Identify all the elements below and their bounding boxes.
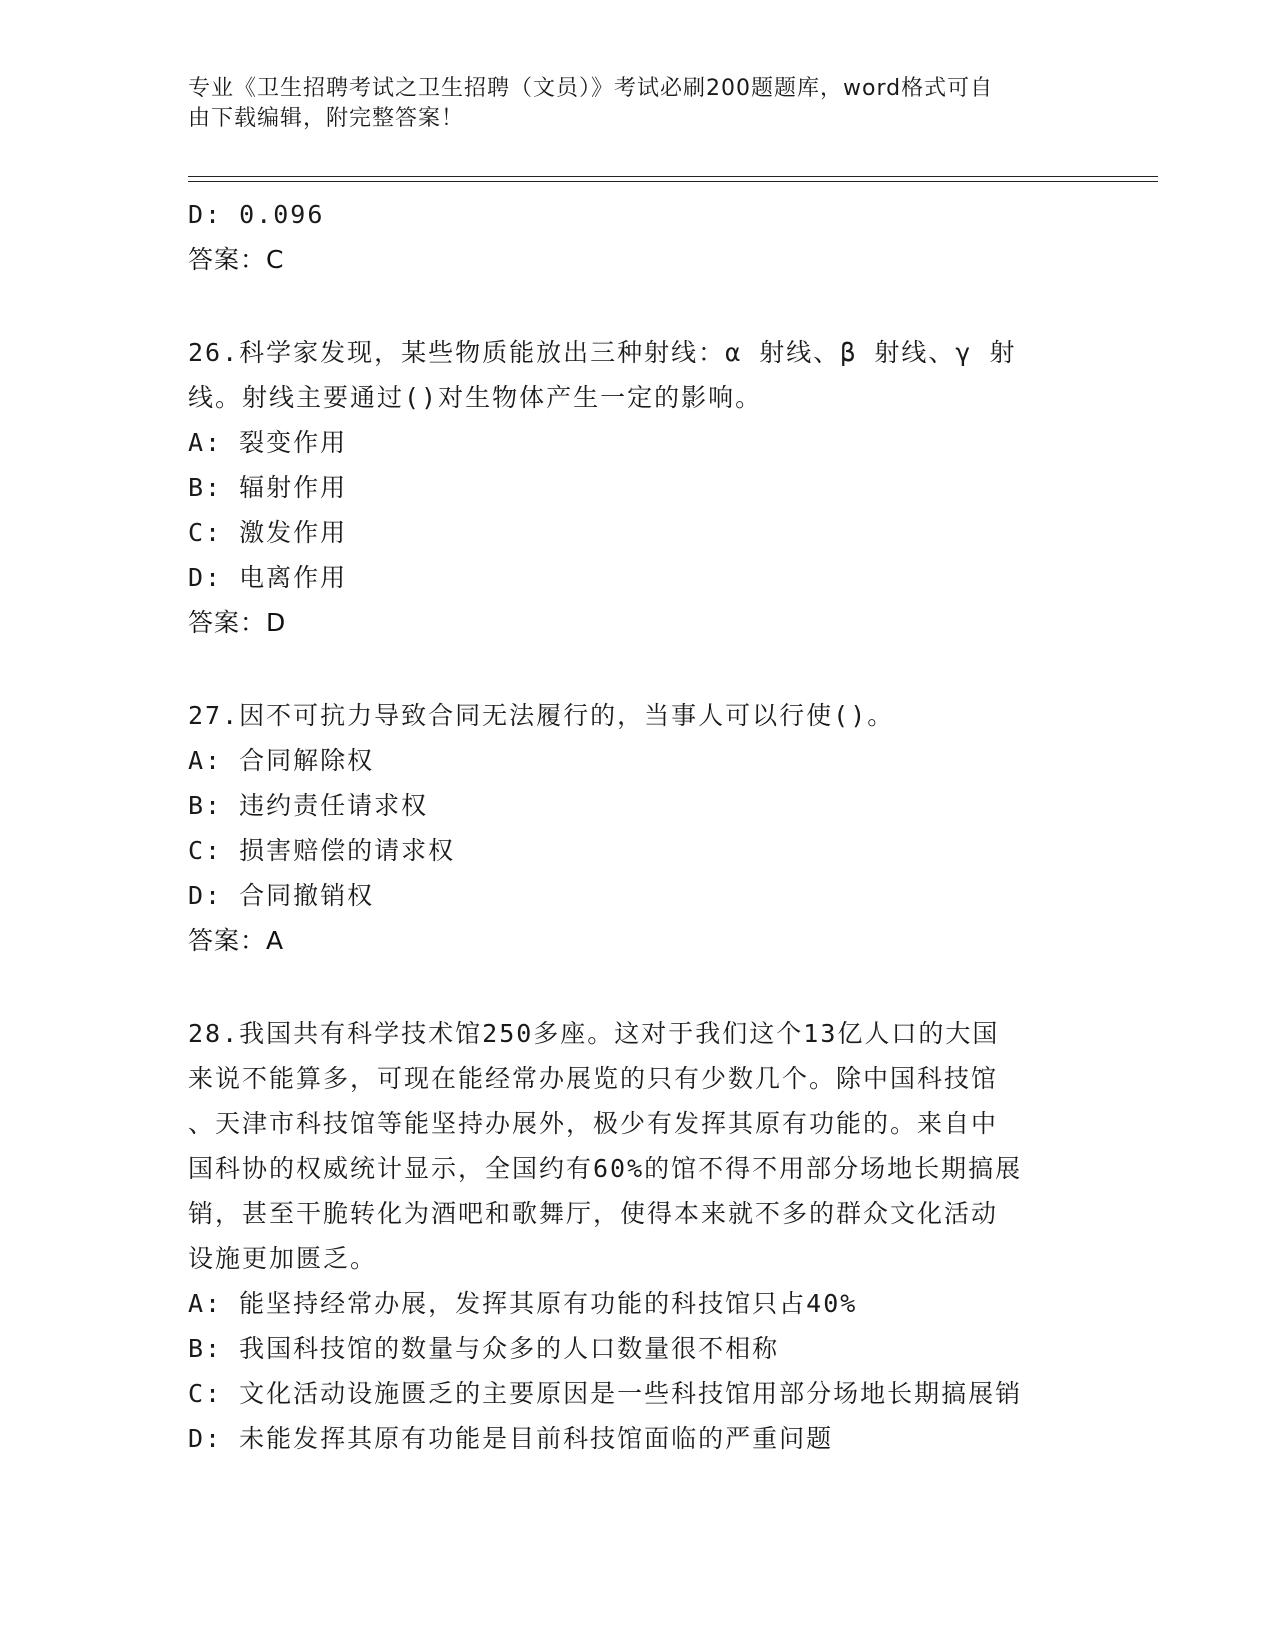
option-d: D: 电离作用 [188, 563, 348, 592]
spacer [188, 645, 1088, 693]
spacer [188, 963, 1088, 1011]
option-b: B: 违约责任请求权 [188, 791, 429, 820]
question-stem-line: 26.科学家发现，某些物质能放出三种射线：α 射线、β 射线、γ 射 [188, 338, 1017, 367]
question-26 [188, 330, 1088, 645]
answer: 答案：A [188, 926, 285, 955]
option-c: C: 激发作用 [188, 518, 348, 547]
prev-option-d: D: 0.096 [188, 200, 325, 229]
option-c: C: 文化活动设施匮乏的主要原因是一些科技馆用部分场地长期搞展销 [188, 1379, 1023, 1408]
option-c: C: 损害赔偿的请求权 [188, 836, 456, 865]
header-title-line-1: 专业《卫生招聘考试之卫生招聘（文员）》考试必刷200题题库，word格式可自 [188, 76, 994, 101]
option-a: A: 裂变作用 [188, 428, 348, 457]
document-header [188, 74, 1068, 134]
question-stem-line: 27.因不可抗力导致合同无法履行的，当事人可以行使()。 [188, 701, 895, 730]
question-stem-line: 、天津市科技馆等能坚持办展外，极少有发挥其原有功能的。来自中 [188, 1109, 999, 1138]
question-stem-line: 28.我国共有科学技术馆250多座。这对于我们这个13亿人口的大国 [188, 1019, 1000, 1048]
question-stem-line: 来说不能算多，可现在能经常办展览的只有少数几个。除中国科技馆 [188, 1064, 999, 1093]
option-a: A: 合同解除权 [188, 746, 375, 775]
question-28 [188, 1011, 1088, 1461]
prev-answer: 答案：C [188, 245, 285, 274]
option-b: B: 辐射作用 [188, 473, 348, 502]
question-stem-line: 国科协的权威统计显示，全国约有60%的馆不得不用部分场地长期搞展 [188, 1154, 1023, 1183]
question-stem-line: 销，甚至干脆转化为酒吧和歌舞厅，使得本来就不多的群众文化活动 [188, 1199, 999, 1228]
header-title-line-2: 由下载编辑，附完整答案！ [188, 106, 465, 131]
document-body [188, 192, 1088, 1461]
header-divider-top [188, 176, 1158, 177]
question-stem-line: 设施更加匮乏。 [188, 1244, 378, 1273]
question-27 [188, 693, 1088, 963]
option-d: D: 合同撤销权 [188, 881, 375, 910]
spacer [188, 282, 1088, 330]
header-divider-bottom [188, 181, 1158, 182]
question-stem-line: 线。射线主要通过()对生物体产生一定的影响。 [188, 383, 763, 412]
option-d: D: 未能发挥其原有功能是目前科技馆面临的严重问题 [188, 1424, 834, 1453]
option-b: B: 我国科技馆的数量与众多的人口数量很不相称 [188, 1334, 780, 1363]
answer: 答案：D [188, 608, 287, 637]
option-a: A: 能坚持经常办展，发挥其原有功能的科技馆只占40% [188, 1289, 858, 1318]
